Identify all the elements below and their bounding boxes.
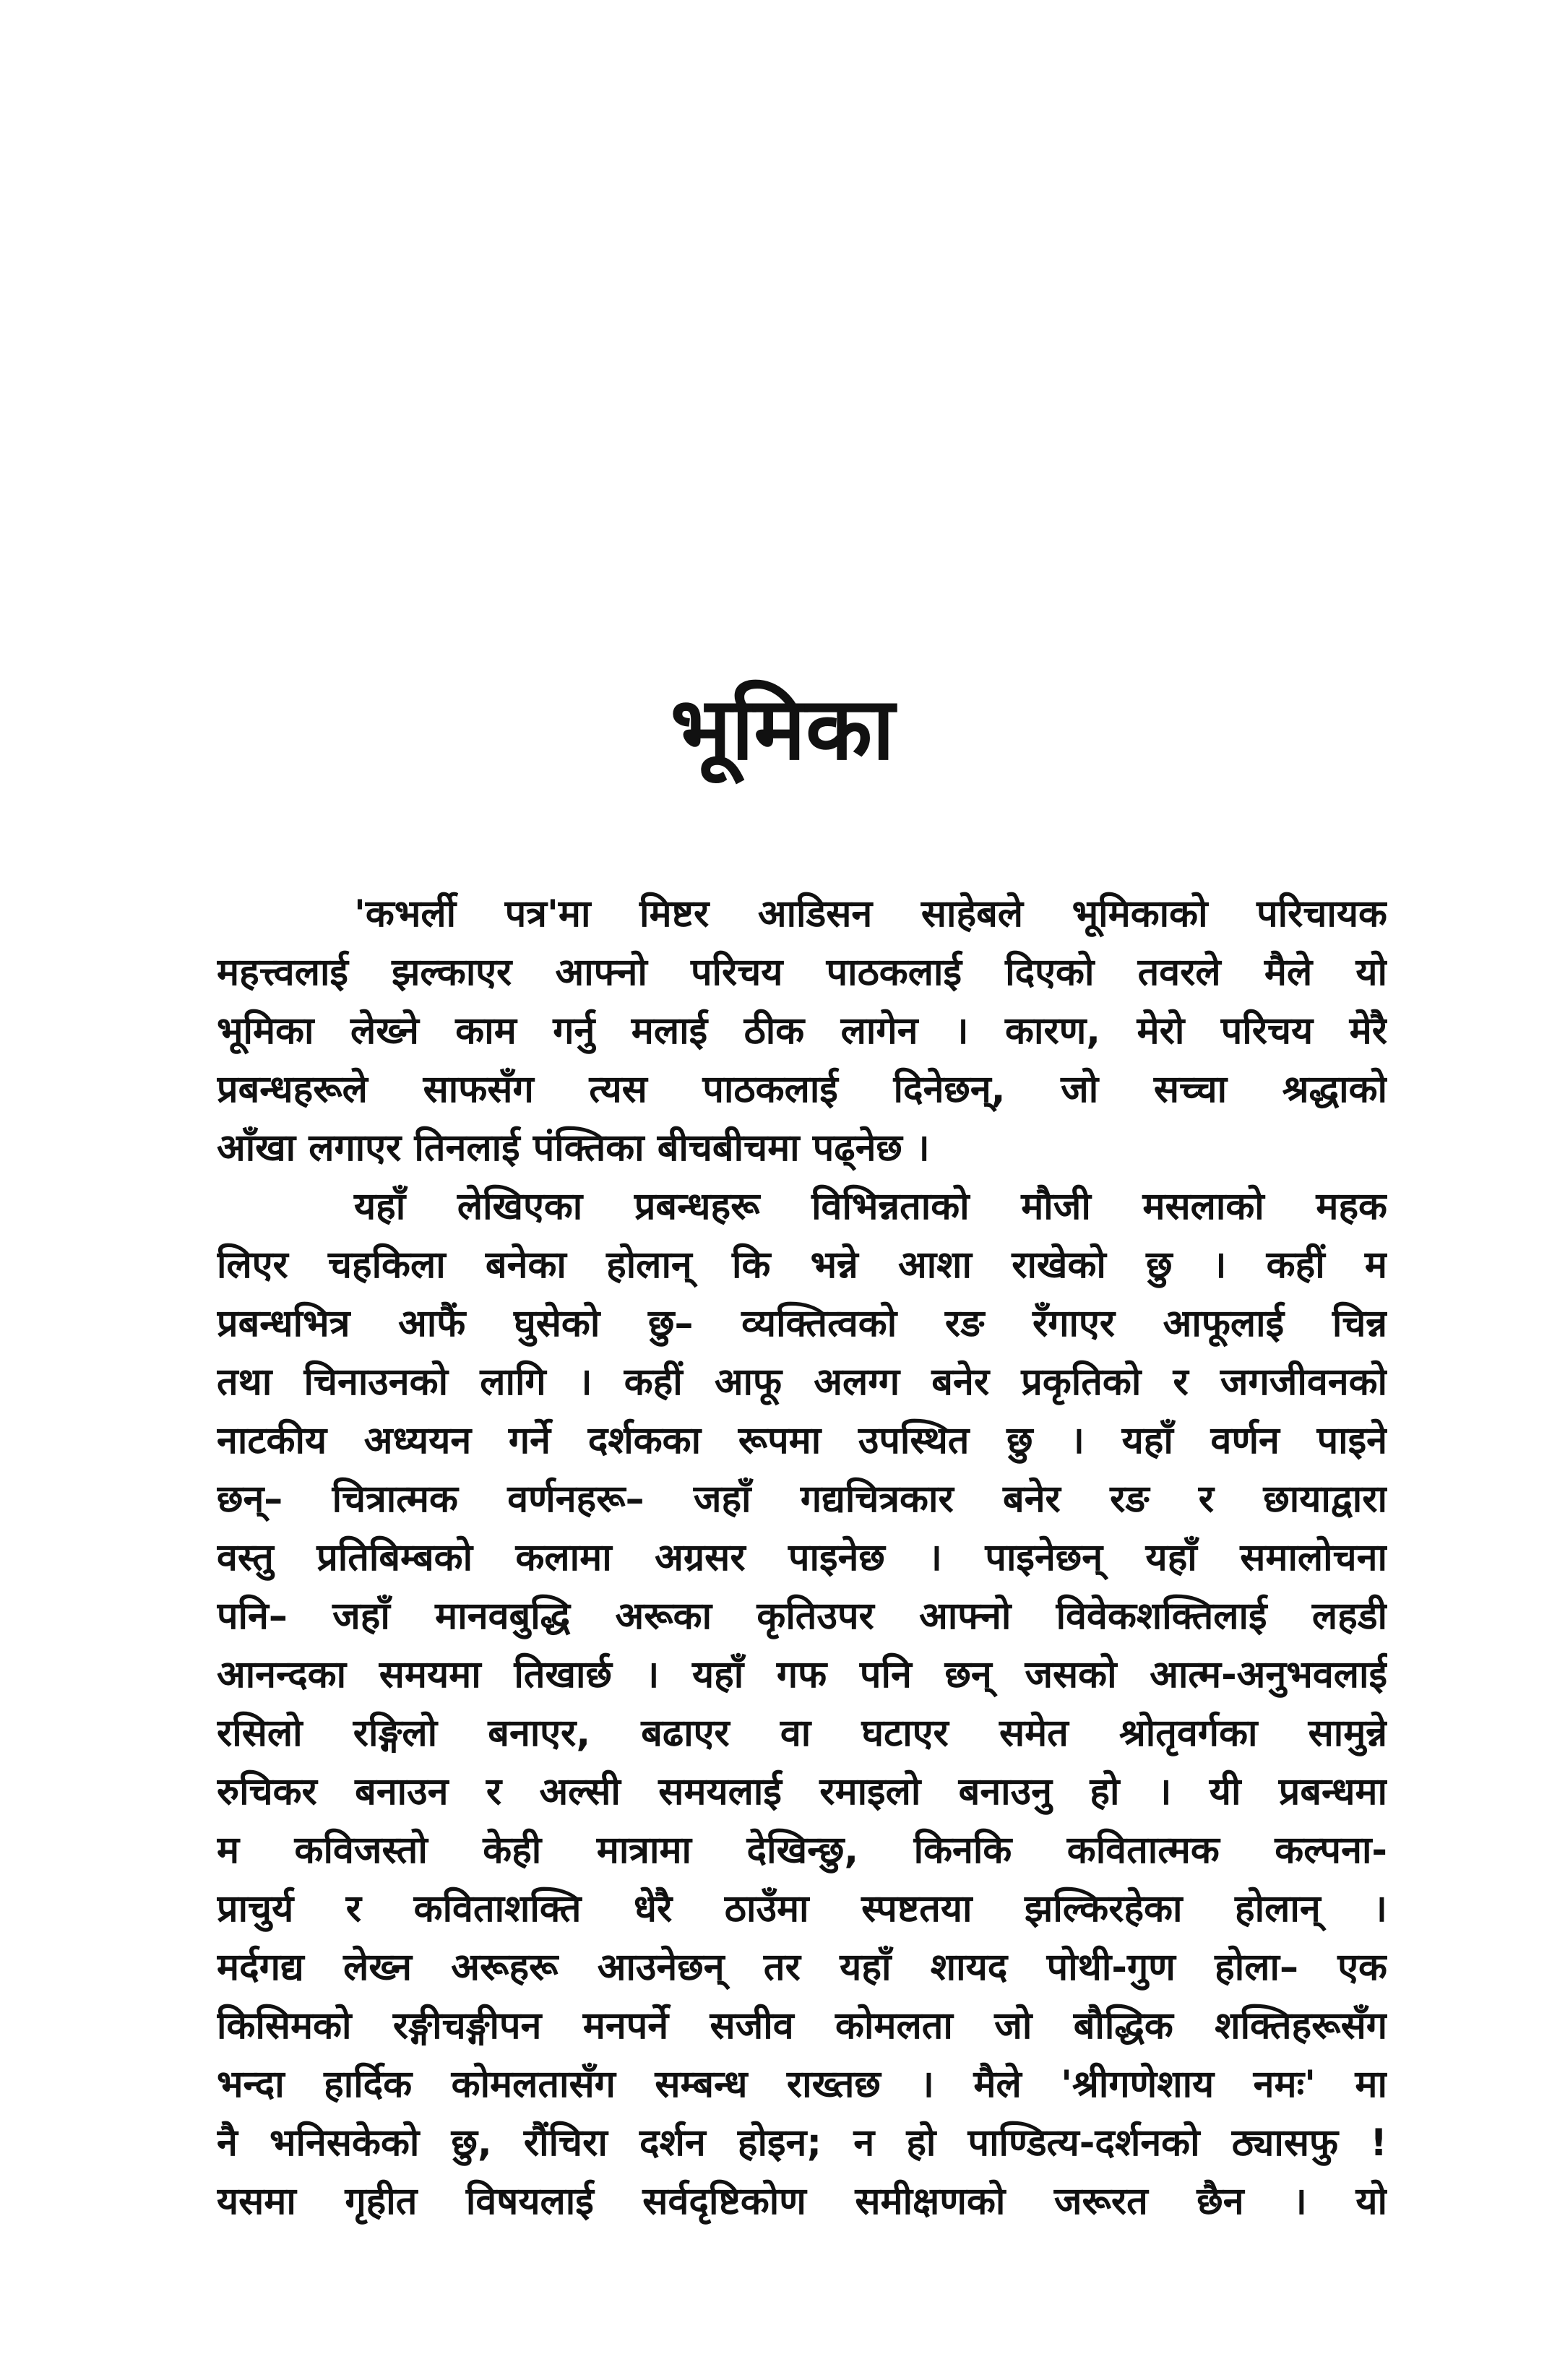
- text-line: रुचिकर बनाउन र अल्सी समयलाई रमाइलो बनाउनु हो । यी प्रबन्धमा: [217, 1770, 1387, 1814]
- text-line: नाटकीय अध्ययन गर्ने दर्शकका रूपमा उपस्थित छु । यहाँ वर्णन पाइने: [217, 1419, 1387, 1462]
- page-title: भूमिका: [670, 679, 895, 780]
- body-text: [217, 885, 1387, 2231]
- text-line: प्रबन्धभित्र आफैं घुसेको छु– व्यक्तित्वको रङ रँगाएर आफूलाई चिन्न: [217, 1302, 1387, 1345]
- text-line: यहाँ लेखिएका प्रबन्धहरू विभिन्नताको मौजी मसलाको महक: [354, 1185, 1387, 1228]
- text-line: महत्त्वलाई झल्काएर आफ्नो परिचय पाठकलाई दिएको तवरले मैले यो: [217, 951, 1387, 994]
- text-line: पनि– जहाँ मानवबुद्धि अरूका कृतिउपर आफ्नो विवेकशक्तिलाई लहडी: [217, 1595, 1387, 1638]
- text-line: वस्तु प्रतिबिम्बको कलामा अग्रसर पाइनेछ । पाइनेछन् यहाँ समालोचना: [217, 1536, 1387, 1579]
- text-line: मर्दगद्य लेख्न अरूहरू आउनेछन् तर यहाँ शायद पोथी-गुण होला– एक: [217, 1946, 1387, 1989]
- text-line: तथा चिनाउनको लागि । कहीं आफू अलग्ग बनेर प्रकृतिको र जगजीवनको: [217, 1361, 1387, 1404]
- text-line: प्राचुर्य र कविताशक्ति धेरै ठाउँमा स्पष्टतया झल्किरहेका होलान् ।: [217, 1887, 1387, 1931]
- text-line: भन्दा हार्दिक कोमलतासँग सम्बन्ध राख्तछ । मैले 'श्रीगणेशाय नमः' मा: [217, 2063, 1387, 2106]
- text-line: आनन्दका समयमा तिखार्छ । यहाँ गफ पनि छन् जसको आत्म-अनुभवलाई: [217, 1653, 1387, 1696]
- text-line: छन्– चित्रात्मक वर्णनहरू– जहाँ गद्यचित्रकार बनेर रङ र छायाद्वारा: [217, 1478, 1387, 1521]
- text-line: लिएर चहकिला बनेका होलान् कि भन्ने आशा राखेको छु । कहीं म: [217, 1243, 1387, 1287]
- text-line: आँखा लगाएर तिनलाई पंक्तिका बीचबीचमा पढ्नेछ ।: [217, 1126, 930, 1170]
- text-line: नै भनिसकेको छु, रौंचिरा दर्शन होइन; न हो पाण्डित्य-दर्शनको ठ्यासफु !: [217, 2121, 1387, 2165]
- text-line: प्रबन्धहरूले साफसँग त्यस पाठकलाई दिनेछन्, जो सच्चा श्रद्धाको: [217, 1068, 1387, 1111]
- text-line: यसमा गृहीत विषयलाई सर्वदृष्टिकोण समीक्षणको जरूरत छैन । यो: [217, 2180, 1387, 2223]
- text-line: 'कभर्ली पत्र'मा मिष्टर आडिसन साहेबले भूमिकाको परिचायक: [354, 892, 1387, 936]
- text-line: म कविजस्तो केही मात्रामा देखिन्छु, किनकि कवितात्मक कल्पना-: [217, 1829, 1387, 1872]
- text-line: भूमिका लेख्ने काम गर्नु मलाई ठीक लागेन । कारण, मेरो परिचय मेरै: [217, 1009, 1387, 1053]
- text-line: रसिलो रङ्गिलो बनाएर, बढाएर वा घटाएर समेत श्रोतृवर्गका सामुन्ने: [217, 1712, 1387, 1755]
- text-line: किसिमको रङ्गीचङ्गीपन मनपर्ने सजीव कोमलता जो बौद्धिक शक्तिहरूसँग: [217, 2004, 1387, 2048]
